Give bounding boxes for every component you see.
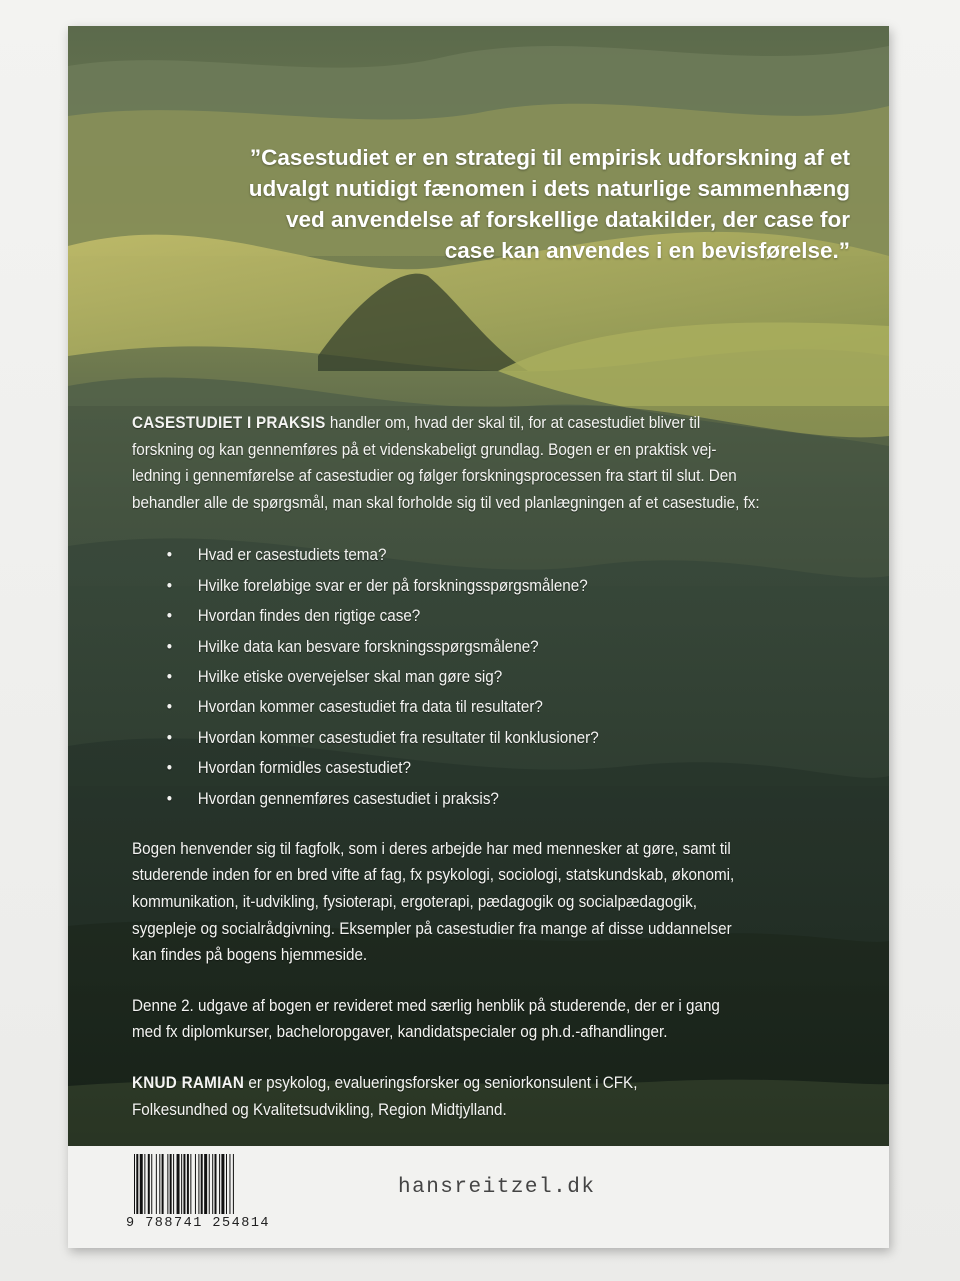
quote-line: case kan anvendes i en bevisførelse.”: [444, 238, 850, 263]
question-list: [132, 540, 828, 814]
quote-line: ”Casestudiet er en strategi til empirisk udforskning af et: [249, 145, 850, 170]
list-item: • Hvilke data kan besvare forskningsspørgsmålene?: [132, 632, 828, 662]
audience-line: kan findes på bogens hjemmeside.: [132, 946, 368, 965]
barcode: [134, 1154, 282, 1214]
bullet-icon: •: [166, 698, 173, 717]
book-back-cover: [68, 26, 889, 1248]
book-title: CASESTUDIET I PRAKSIS: [132, 414, 326, 432]
list-item: • Hvad er casestudiets tema?: [132, 540, 828, 570]
list-item: • Hvilke foreløbige svar er der på forskningsspørgsmålene?: [132, 571, 828, 601]
list-item: • Hvordan kommer casestudiet fra data til resultater?: [132, 692, 828, 722]
bullet-icon: •: [166, 637, 173, 656]
intro-paragraph: [132, 410, 828, 516]
cover-quote: [108, 142, 850, 266]
bullet-icon: •: [166, 607, 173, 626]
intro-line: behandler alle de spørgsmål, man skal forholde sig til ved planlægningen af et casestudie, fx:: [132, 493, 760, 512]
isbn-number: 9 788741 254814: [126, 1216, 271, 1231]
bullet-icon: •: [166, 667, 173, 686]
audience-line: kommunikation, it-udvikling, fysioterapi, ergoterapi, pædagogik og socialpædagogik,: [132, 893, 698, 912]
author-paragraph: [132, 1070, 828, 1123]
bullet-icon: •: [166, 546, 173, 565]
blurb-text: [132, 410, 828, 1123]
intro-line: forskning og kan gennemføres på et videnskabeligt grundlag. Bogen er en praktisk vej-: [132, 440, 717, 459]
list-item: • Hvordan formidles casestudiet?: [132, 753, 828, 783]
bullet-icon: •: [166, 576, 173, 595]
bottom-band: [68, 1146, 889, 1248]
edition-line: Denne 2. udgave af bogen er revideret med særlig henblik på studerende, der er i gang: [132, 996, 720, 1015]
list-item: • Hvordan kommer casestudiet fra resultater til konklusioner?: [132, 723, 828, 753]
author-name: KNUD RAMIAN: [132, 1074, 245, 1093]
bullet-icon: •: [166, 789, 173, 808]
quote-line: ved anvendelse af forskellige datakilder, der case for: [285, 207, 850, 232]
audience-line: Bogen henvender sig til fagfolk, som i deres arbejde har med mennesker at gøre, samt til: [132, 839, 731, 858]
intro-line: ledning i gennemførelse af casestudier og følger forskningsprocessen fra start til slut. Den: [132, 467, 737, 486]
audience-line: sygepleje og socialrådgivning. Eksempler på casestudier fra mange af disse uddannelser: [132, 919, 732, 938]
author-line: Folkesundhed og Kvalitetsudvikling, Region Midtjylland.: [132, 1100, 507, 1119]
audience-paragraph: [132, 836, 828, 969]
author-line: KNUD RAMIAN er psykolog, evalueringsforsker og seniorkonsulent i CFK,: [132, 1074, 638, 1093]
bullet-icon: •: [166, 728, 173, 747]
list-item: • Hvordan gennemføres casestudiet i praksis?: [132, 784, 828, 814]
edition-paragraph: [132, 993, 828, 1046]
publisher-url: hansreitzel.dk: [398, 1176, 596, 1199]
list-item: • Hvordan findes den rigtige case?: [132, 601, 828, 631]
edition-line: med fx diplomkurser, bacheloropgaver, kandidatspecialer og ph.d.-afhandlinger.: [132, 1023, 668, 1042]
quote-line: udvalgt nutidigt fænomen i dets naturlige sammenhæng: [248, 176, 850, 201]
bullet-icon: •: [166, 759, 173, 778]
intro-line-text: handler om, hvad der skal til, for at casestudiet bliver til: [325, 414, 701, 432]
audience-line: studerende inden for en bred vifte af fag, fx psykologi, sociologi, statskundskab, økonomi,: [132, 866, 735, 885]
intro-line: [132, 410, 828, 437]
list-item: • Hvilke etiske overvejelser skal man gøre sig?: [132, 662, 828, 692]
